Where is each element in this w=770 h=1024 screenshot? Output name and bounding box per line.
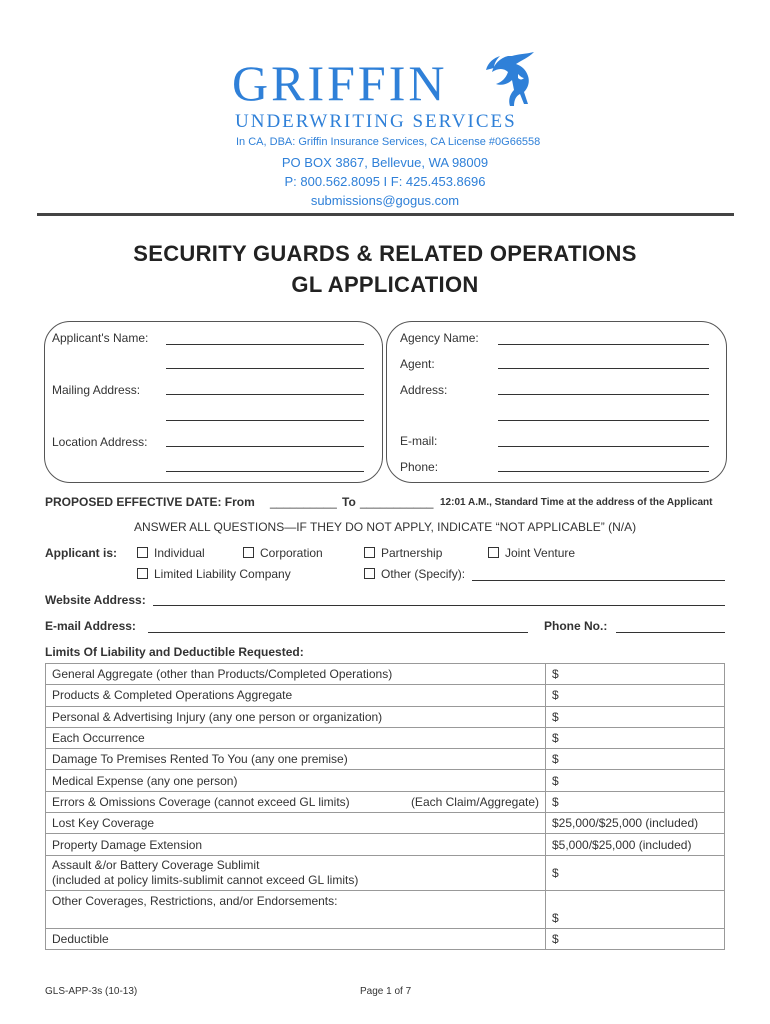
- limit-label: Errors & Omissions Coverage (cannot exceed GL limits): [52, 794, 350, 809]
- agent-label: Agent:: [400, 357, 435, 371]
- corporation-option-label: Corporation: [260, 546, 323, 560]
- limit-value-field[interactable]: $: [546, 928, 725, 949]
- limit-label: Property Damage Extension: [46, 834, 546, 855]
- individual-checkbox[interactable]: [137, 547, 148, 558]
- company-subtitle: UNDERWRITING SERVICES: [235, 111, 517, 132]
- limits-heading: Limits Of Liability and Deductible Requested:: [45, 645, 304, 659]
- mailing-address-field-2[interactable]: [166, 420, 364, 421]
- form-title-line2: GL APPLICATION: [291, 272, 479, 297]
- table-row: [46, 706, 725, 727]
- individual-option-label: Individual: [154, 546, 205, 560]
- table-row: [46, 749, 725, 770]
- partnership-option-label: Partnership: [381, 546, 443, 560]
- effective-from-field[interactable]: __________: [270, 495, 337, 509]
- agent-field[interactable]: [498, 368, 709, 369]
- limit-value-field[interactable]: $: [546, 890, 725, 928]
- company-email: submissions@gogus.com: [310, 193, 460, 208]
- agency-phone-field[interactable]: [498, 471, 709, 472]
- joint-venture-checkbox[interactable]: [488, 547, 499, 558]
- header-divider: [37, 213, 734, 216]
- table-row: [46, 685, 725, 706]
- website-label: Website Address:: [45, 593, 146, 607]
- limit-label: Medical Expense (any one person): [46, 770, 546, 791]
- limit-value-included: $25,000/$25,000 (included): [546, 813, 725, 834]
- form-title-line1: SECURITY GUARDS & RELATED OPERATIONS: [133, 241, 637, 266]
- table-row: [46, 890, 725, 928]
- limit-label: Damage To Premises Rented To You (any one premise): [46, 749, 546, 770]
- table-row: [46, 727, 725, 748]
- limit-label: Each Occurrence: [46, 727, 546, 748]
- limit-label-cell: [46, 855, 546, 890]
- corporation-checkbox[interactable]: [243, 547, 254, 558]
- applicant-name-label: Applicant's Name:: [52, 331, 149, 345]
- applicant-is-label: Applicant is:: [45, 546, 118, 560]
- limit-label: Assault &/or Battery Coverage Sublimit: [52, 857, 260, 872]
- llc-option-label: Limited Liability Company: [154, 567, 291, 581]
- limit-label-cell: [46, 791, 546, 812]
- effective-date-label: PROPOSED EFFECTIVE DATE: From: [45, 495, 255, 509]
- partnership-checkbox[interactable]: [364, 547, 375, 558]
- location-address-label: Location Address:: [52, 435, 148, 449]
- other-specify-field[interactable]: [472, 580, 725, 581]
- agency-email-field[interactable]: [498, 446, 709, 447]
- website-field[interactable]: [153, 605, 725, 606]
- joint-venture-option-label: Joint Venture: [505, 546, 576, 560]
- table-row: [46, 855, 725, 890]
- company-name: GRIFFIN: [232, 55, 448, 111]
- limit-value-field[interactable]: $: [546, 685, 725, 706]
- limit-value-field[interactable]: $: [546, 770, 725, 791]
- table-row: [46, 664, 725, 685]
- phone-field[interactable]: [616, 632, 725, 633]
- limit-label: Products & Completed Operations Aggregate: [46, 685, 546, 706]
- limit-label: Lost Key Coverage: [46, 813, 546, 834]
- company-address: PO BOX 3867, Bellevue, WA 98009: [281, 155, 489, 170]
- limit-value-field[interactable]: $: [546, 791, 725, 812]
- agency-name-field[interactable]: [498, 344, 709, 345]
- effective-time-note: 12:01 A.M., Standard Time at the address of the Applicant: [440, 497, 713, 508]
- applicant-name-field-2[interactable]: [166, 368, 364, 369]
- limit-extra-label: (Each Claim/Aggregate): [410, 794, 539, 809]
- agency-address-field-2[interactable]: [498, 420, 709, 421]
- limits-table: [45, 663, 725, 950]
- phone-label: Phone No.:: [544, 619, 608, 633]
- instruction-text: ANSWER ALL QUESTIONS—IF THEY DO NOT APPLY, INDICATE “NOT APPLICABLE” (N/A): [133, 520, 637, 534]
- limit-label: Other Coverages, Restrictions, and/or Endorsements:: [46, 890, 546, 928]
- limit-label: Personal & Advertising Injury (any one person or organization): [46, 706, 546, 727]
- limit-label: General Aggregate (other than Products/Completed Operations): [46, 664, 546, 685]
- location-address-field-2[interactable]: [166, 471, 364, 472]
- agency-address-label: Address:: [400, 383, 448, 397]
- table-row: [46, 770, 725, 791]
- email-label: E-mail Address:: [45, 619, 136, 633]
- form-id: GLS-APP-3s (10-13): [45, 986, 138, 997]
- table-row: [46, 813, 725, 834]
- effective-to-field[interactable]: ___________: [360, 495, 434, 509]
- limit-label-2: (included at policy limits-sublimit cannot exceed GL limits): [52, 872, 359, 887]
- agency-name-label: Agency Name:: [400, 331, 479, 345]
- limit-label: Deductible: [46, 928, 546, 949]
- agency-phone-label: Phone:: [400, 460, 439, 474]
- table-row: [46, 928, 725, 949]
- griffin-creature-icon: [478, 50, 538, 112]
- agency-email-label: E-mail:: [400, 434, 438, 448]
- agency-address-field[interactable]: [498, 394, 709, 395]
- email-field[interactable]: [148, 632, 528, 633]
- table-row: [46, 834, 725, 855]
- other-option-label: Other (Specify):: [381, 567, 466, 581]
- limit-value-field[interactable]: $: [546, 855, 725, 890]
- table-row: [46, 791, 725, 812]
- limit-value-included: $5,000/$25,000 (included): [546, 834, 725, 855]
- applicant-name-field[interactable]: [166, 344, 364, 345]
- llc-checkbox[interactable]: [137, 568, 148, 579]
- mailing-address-label: Mailing Address:: [52, 383, 141, 397]
- limit-value-field[interactable]: $: [546, 727, 725, 748]
- ca-license-note: In CA, DBA: Griffin Insurance Services, CA License #0G66558: [236, 136, 541, 148]
- limit-value-field[interactable]: $: [546, 749, 725, 770]
- agency-info-box: [386, 321, 727, 483]
- page-number: Page 1 of 7: [360, 986, 412, 997]
- effective-to-label: To: [342, 495, 356, 509]
- location-address-field[interactable]: [166, 446, 364, 447]
- other-checkbox[interactable]: [364, 568, 375, 579]
- mailing-address-field[interactable]: [166, 394, 364, 395]
- limit-value-field[interactable]: $: [546, 664, 725, 685]
- limit-value-field[interactable]: $: [546, 706, 725, 727]
- company-phone-fax: P: 800.562.8095 I F: 425.453.8696: [284, 174, 486, 189]
- applicant-info-box: [44, 321, 383, 483]
